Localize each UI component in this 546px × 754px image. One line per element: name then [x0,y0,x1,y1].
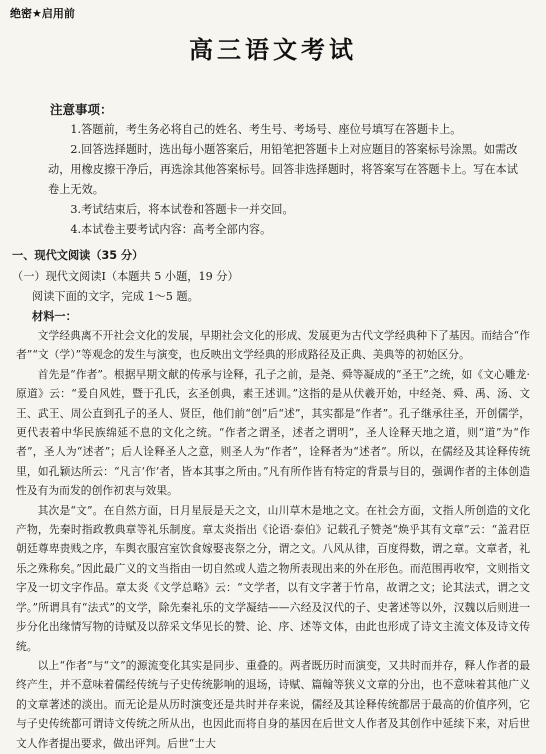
section-subtitle: （一）现代文阅读Ⅰ（本题共 5 小题，19 分） [12,270,239,283]
confidential-label: 绝密★启用前 [10,7,75,20]
section-title: 一、现代文阅读（35 分） [12,249,144,262]
passage-paragraph: 首先是“作者”。根据早期文献的传承与诠释，孔子之前，是尧、舜等凝成的“圣王”之统，如《文心雕龙·原道》云：“爰自风姓，暨于孔氏，玄圣创典，素王述训。”这指的是从伏羲开始，中经尧、舜、禹、汤、文王、武王、周公直到孔子的圣人、贤臣，他们前“创”后“述”，其实都是“作者”。孔子继承往圣，开创儒学，更代表着中华民族绵延不息的文化之统。“作者之谓圣，述者之谓明”，圣人诠释天地之道，则“道”为“作者”，圣人为“述者”；后人诠释圣人之意，则圣人为“作者”，诠释者为“述者”。所以，在儒经及其诠释传统里，如孔颖达所云：“凡言‘作’者，皆本其事之所由。”凡有所作皆有特定的背景与目的，强调作者的主体创造性及有为而发的创作初衷与效果。 [16,367,530,498]
reading-passage [16,326,530,753]
section-instruction: 阅读下面的文字，完成 1～5 题。 [32,290,199,303]
passage-paragraph: 其次是“文”。在自然方面，日月星辰是天之文，山川草木是地之文。在社会方面，文指人所创造的文化产物，先秦时指政教典章等礼乐制度。章太炎指出《论语·泰伯》记载孔子赞尧“焕乎其有文章”云：“盖君臣朝廷尊卑贵贱之序，车舆衣服宫室饮食嫁娶丧祭之分，谓之文。八风从律，百度得数，谓之章。文章者，礼乐之殊称矣。”因此最广义的文当指由一切自然或人造之物所表现出来的外在形色。而范围再收窄，文则指文字及一切文字作品。章太炎《文学总略》云：“文学者，以有文字著于竹帛，故谓之文；论其法式，谓之文学。”所谓具有“法式”的文学，除先秦礼乐的文学凝结——六经及汉代的子、史著述等以外，汉魏以后则进一步分化出缘情写物的诗赋及以辞采文华见长的赞、论、序、述等文体，由此也形成了诗文主流文体及诗文传统。 [16,503,530,653]
passage-paragraph: 以上“作者”与“文”的源流变化其实是同步、重叠的。两者既历时而演变，又共时而并存，释人作者的最终产生，并不意味着儒经传统与子史传统影响的退场，诗赋、篇翰等狭义文章的分出，也不意味着其他广义的文章著述的淡出。而无论是从历时演变还是共时并存来说，儒经及其诠释传统都居于最高的价值序列，它与子史传统都可谓诗文传统之所从出，也因此而将自身的基因在后世文人作者及其创作中延续下来，对后世文人作者提出要求，做出评判。后世“士大 [16,658,530,750]
notes-item: 4.本试卷主要考试内容：高考全部内容。 [70,223,272,236]
material-label: 材料一： [32,310,77,323]
page-title: 高三语文考试 [189,36,357,64]
notes-list [48,120,518,240]
notes-heading: 注意事项： [50,102,113,117]
passage-paragraph: 文学经典离不开社会文化的发展，早期社会文化的形成、发展更为古代文学经典种下了基因。而结合“作者”“文（学）”等观念的发生与演变，也反映出文学经典的形成路径及正典、美典等的初始区分。 [16,329,530,362]
notes-item: 1.答题前，考生务必将自己的姓名、考生号、考场号、座位号填写在答题卡上。 [70,123,462,136]
notes-item: 3.考试结束后，将本试卷和答题卡一并交回。 [70,203,294,216]
notes-item: 2.回答选择题时，选出每小题答案后，用铅笔把答题卡上对应题目的答案标号涂黑。如需改动，用橡皮擦干净后，再选涂其他答案标号。回答非选择题时，将答案写在答题卡上。写在本试卷上无效。 [48,143,518,196]
